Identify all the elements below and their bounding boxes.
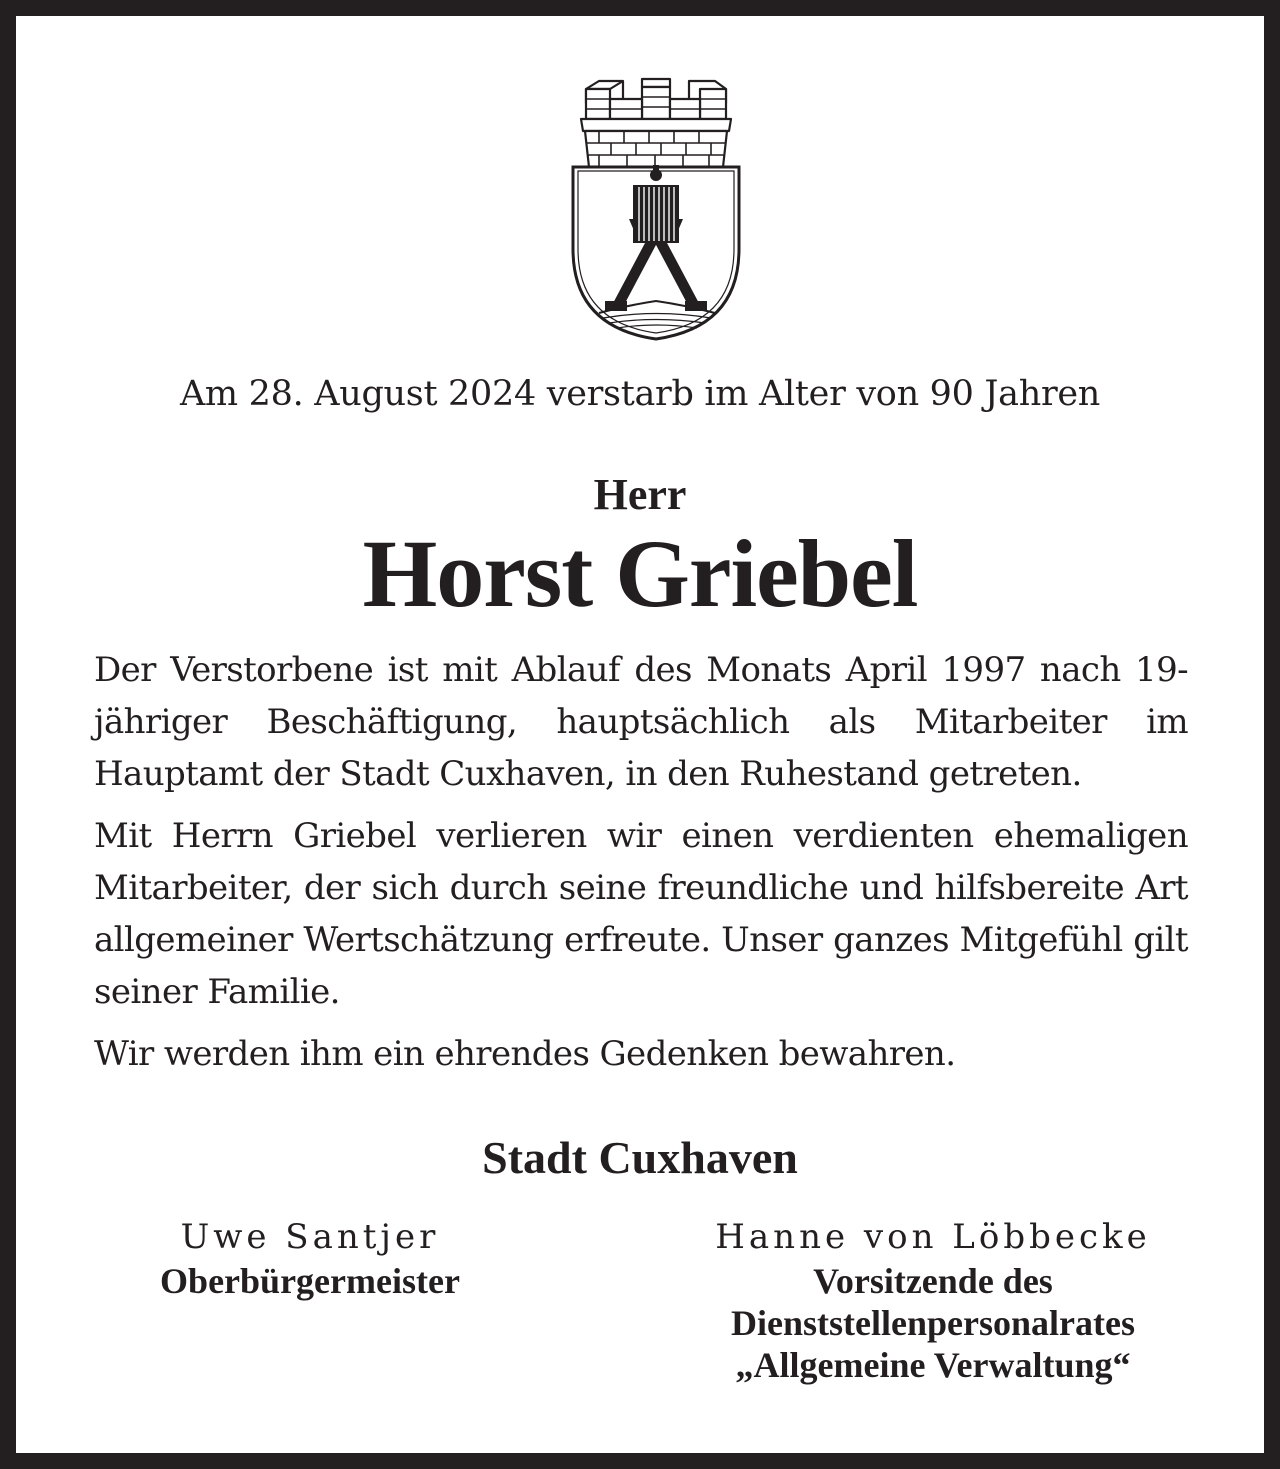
signatory-title: Oberbürgermeister bbox=[160, 1261, 460, 1301]
signature-mayor bbox=[100, 1214, 520, 1302]
signatory-title-line: Vorsitzende des bbox=[813, 1261, 1053, 1301]
signatory-title-line: „Allgemeine Verwaltung“ bbox=[735, 1345, 1131, 1385]
salutation: Herr bbox=[593, 470, 687, 519]
obituary-body bbox=[94, 644, 1188, 1090]
death-announcement: Am 28. August 2024 verstarb im Alter von 90 Jahren bbox=[179, 374, 1101, 414]
paragraph-remembrance: Wir werden ihm ein ehrendes Gedenken bewahren. bbox=[94, 1034, 956, 1074]
cuxhaven-coat-of-arms-icon bbox=[569, 69, 743, 343]
organization-name: Stadt Cuxhaven bbox=[482, 1132, 798, 1183]
deceased-name: Horst Griebel bbox=[362, 520, 918, 627]
obituary-notice bbox=[16, 16, 1264, 1453]
signatory-name: Hanne von Löbbecke bbox=[715, 1217, 1151, 1257]
paragraph-retirement: Der Verstorbene ist mit Ablauf des Monats April 1997 nach 19-jähriger Beschäftigung, hauptsächlich als Mitarbeiter im Hauptamt der Stadt Cuxhaven, in den Ruhestand getreten. bbox=[94, 650, 1188, 794]
signatory-title-line: Dienststellenpersonalrates bbox=[731, 1303, 1135, 1343]
paragraph-condolence: Mit Herrn Griebel verlieren wir einen verdienten ehemaligen Mitarbeiter, der sich durch seine freundliche und hilfsbereite Art allgemeiner Wertschätzung erfreute. Unser ganzes Mitgefühl gilt seiner Familie. bbox=[94, 816, 1188, 1012]
signature-staff-council bbox=[648, 1214, 1218, 1386]
signatory-name: Uwe Santjer bbox=[180, 1217, 440, 1257]
